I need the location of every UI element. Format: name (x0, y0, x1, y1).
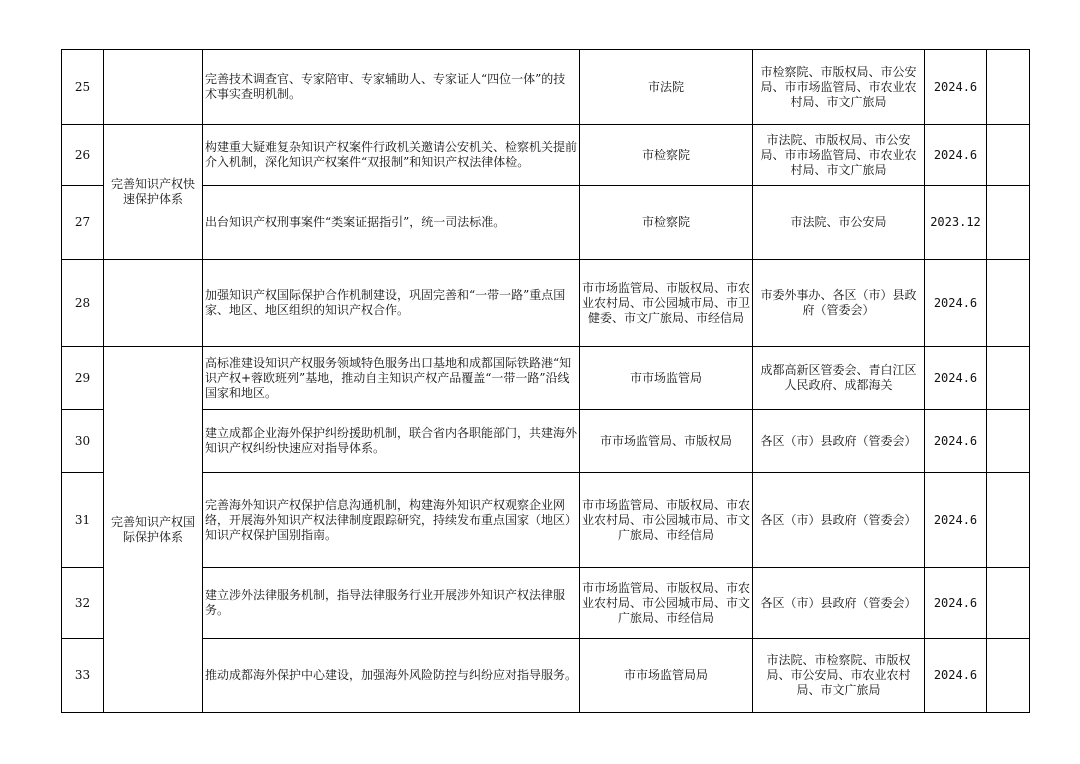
row-number: 33 (62, 639, 104, 713)
note-cell (987, 410, 1030, 473)
lead-unit: 市检察院 (580, 125, 753, 186)
lead-unit: 市市场监管局、市版权局、市农业农村局、市公园城市局、市卫健委、市文广旅局、市经信局 (580, 260, 753, 347)
cooperating-units: 各区（市）县政府（管委会） (753, 568, 925, 639)
deadline: 2024.6 (925, 125, 987, 186)
lead-unit: 市检察院 (580, 186, 753, 260)
lead-unit: 市市场监管局、市版权局、市农业农村局、市公园城市局、市文广旅局、市经信局 (580, 473, 753, 568)
task-description: 构建重大疑难复杂知识产权案件行政机关邀请公安机关、检察机关提前介入机制，深化知识产权案件“双报制”和知识产权法律体检。 (203, 125, 580, 186)
note-cell (987, 347, 1030, 410)
task-table (61, 49, 1030, 713)
table-row (62, 568, 1030, 639)
note-cell (987, 473, 1030, 568)
row-number: 25 (62, 50, 104, 125)
task-description: 建立成都企业海外保护纠纷援助机制，联合省内各职能部门，共建海外知识产权纠纷快速应对指导体系。 (203, 410, 580, 473)
deadline: 2024.6 (925, 260, 987, 347)
category-cell-empty (104, 50, 203, 125)
note-cell (987, 186, 1030, 260)
task-description: 加强知识产权国际保护合作机制建设，巩固完善和“一带一路”重点国家、地区、地区组织的知识产权合作。 (203, 260, 580, 347)
row-number: 29 (62, 347, 104, 410)
task-description: 高标准建设知识产权服务领域特色服务出口基地和成都国际铁路港“知识产权+蓉欧班列”基地，推动自主知识产权产品覆盖“一带一路”沿线国家和地区。 (203, 347, 580, 410)
cooperating-units: 市检察院、市版权局、市公安局、市市场监管局、市农业农村局、市文广旅局 (753, 50, 925, 125)
cooperating-units: 成都高新区管委会、青白江区人民政府、成都海关 (753, 347, 925, 410)
row-number: 32 (62, 568, 104, 639)
row-number: 31 (62, 473, 104, 568)
cooperating-units: 市委外事办、各区（市）县政府（管委会） (753, 260, 925, 347)
note-cell (987, 260, 1030, 347)
task-description: 出台知识产权刑事案件“类案证据指引”，统一司法标准。 (203, 186, 580, 260)
lead-unit: 市市场监管局、市版权局、市农业农村局、市公园城市局、市文广旅局、市经信局 (580, 568, 753, 639)
note-cell (987, 639, 1030, 713)
deadline: 2024.6 (925, 568, 987, 639)
lead-unit: 市法院 (580, 50, 753, 125)
cooperating-units: 各区（市）县政府（管委会） (753, 410, 925, 473)
table-row (62, 50, 1030, 125)
category-label: 完善知识产权国际保护体系 (104, 347, 203, 713)
category-cell-empty (104, 260, 203, 347)
lead-unit: 市市场监管局、市版权局 (580, 410, 753, 473)
lead-unit: 市市场监管局局 (580, 639, 753, 713)
lead-unit: 市市场监管局 (580, 347, 753, 410)
cooperating-units: 市法院、市检察院、市版权局、市公安局、市农业农村局、市文广旅局 (753, 639, 925, 713)
row-number: 30 (62, 410, 104, 473)
note-cell (987, 125, 1030, 186)
row-number: 26 (62, 125, 104, 186)
row-number: 28 (62, 260, 104, 347)
note-cell (987, 50, 1030, 125)
table-row (62, 125, 1030, 186)
task-description: 推动成都海外保护中心建设，加强海外风险防控与纠纷应对指导服务。 (203, 639, 580, 713)
deadline: 2024.6 (925, 639, 987, 713)
note-cell (987, 568, 1030, 639)
deadline: 2024.6 (925, 50, 987, 125)
category-label: 完善知识产权快速保护体系 (104, 125, 203, 260)
table-row (62, 260, 1030, 347)
deadline: 2024.6 (925, 347, 987, 410)
table-row (62, 347, 1030, 410)
table-row (62, 473, 1030, 568)
row-number: 27 (62, 186, 104, 260)
table-row (62, 186, 1030, 260)
table-row (62, 639, 1030, 713)
task-description: 完善海外知识产权保护信息沟通机制，构建海外知识产权观察企业网络，开展海外知识产权法律制度跟踪研究，持续发布重点国家（地区）知识产权保护国别指南。 (203, 473, 580, 568)
table-row (62, 410, 1030, 473)
cooperating-units: 市法院、市公安局 (753, 186, 925, 260)
deadline: 2024.6 (925, 473, 987, 568)
deadline: 2024.6 (925, 410, 987, 473)
task-description: 建立涉外法律服务机制，指导法律服务行业开展涉外知识产权法律服务。 (203, 568, 580, 639)
cooperating-units: 市法院、市版权局、市公安局、市市场监管局、市农业农村局、市文广旅局 (753, 125, 925, 186)
deadline: 2023.12 (925, 186, 987, 260)
task-description: 完善技术调查官、专家陪审、专家辅助人、专家证人“四位一体”的技术事实查明机制。 (203, 50, 580, 125)
cooperating-units: 各区（市）县政府（管委会） (753, 473, 925, 568)
